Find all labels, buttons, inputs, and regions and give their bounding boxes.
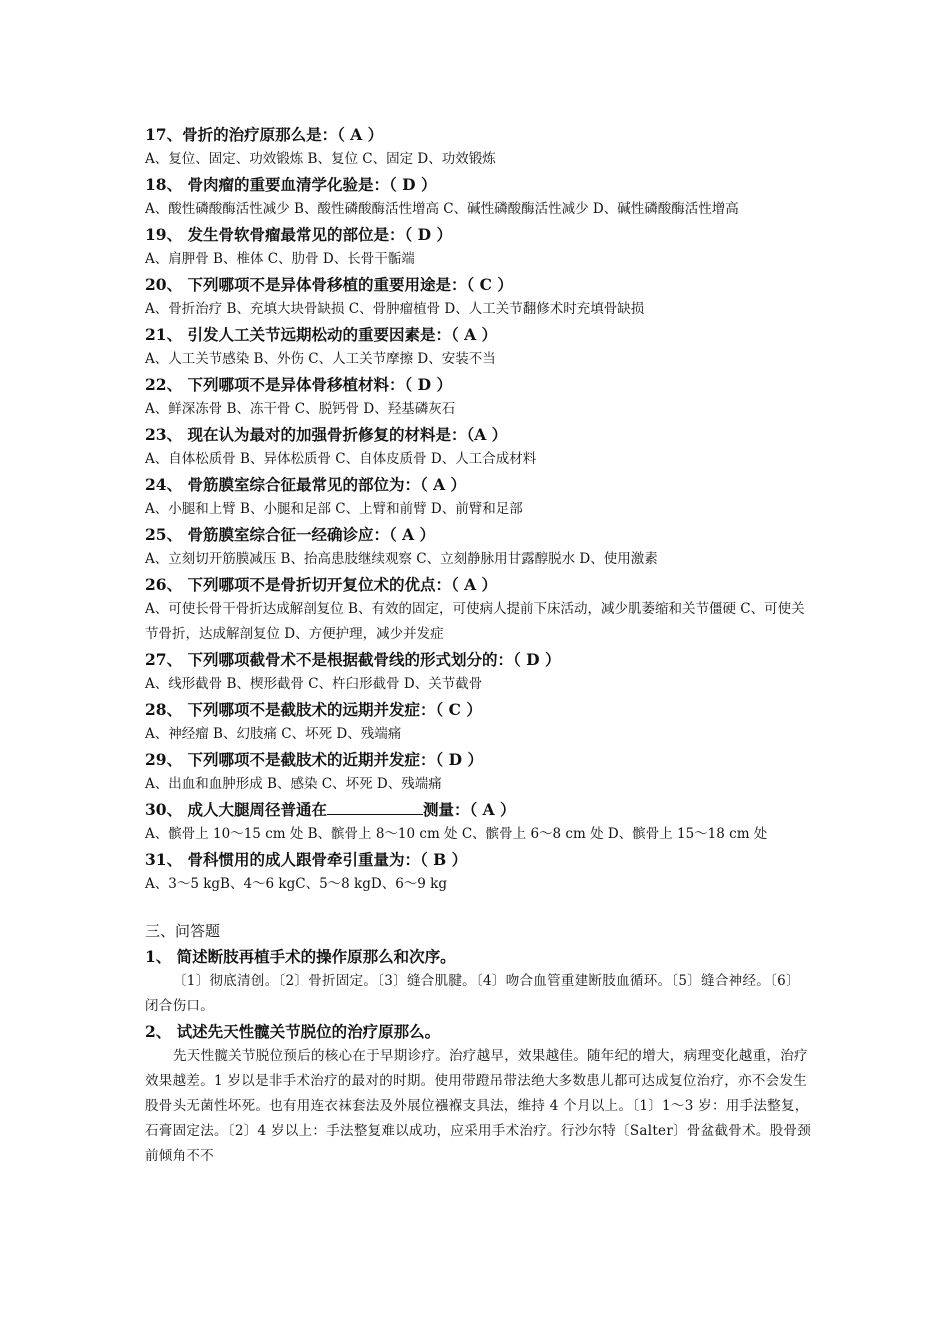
question-options: A、肩胛骨 B、椎体 C、肋骨 D、长骨干骺端 xyxy=(145,251,415,267)
question-options: A、3～5 kgB、4～6 kgC、5～8 kgD、6～9 kg xyxy=(145,876,447,892)
question-17 xyxy=(145,122,813,172)
question-title: 19、 发生骨软骨瘤最常见的部位是：（ D ） xyxy=(145,225,452,244)
question-options: A、髌骨上 10～15 cm 处 B、髌骨上 8～10 cm 处 C、髌骨上 6～8 cm 处 D、髌骨上 15～18 cm 处 xyxy=(145,826,768,842)
question-29 xyxy=(145,747,813,797)
answer-text: 〔1〕彻底清创。〔2〕骨折固定。〔3〕缝合肌腱。〔4〕吻合血管重建断肢血循环。〔5〕缝合神经。〔6〕闭合伤口。 xyxy=(145,973,800,1014)
question-options: A、神经瘤 B、幻肢痛 C、坏死 D、残端痛 xyxy=(145,726,402,742)
question-title: 31、 骨科惯用的成人跟骨牵引重量为：（ B ） xyxy=(145,850,468,869)
question-21 xyxy=(145,322,813,372)
question-23 xyxy=(145,422,813,472)
question-31 xyxy=(145,847,813,897)
question-title: 21、 引发人工关节远期松动的重要因素是：（ A ） xyxy=(145,325,498,344)
answer-question-title: 2、 试述先天性髋关节脱位的治疗原那么。 xyxy=(145,1022,441,1041)
answer-question-2 xyxy=(145,1019,813,1169)
question-options: A、小腿和上臂 B、小腿和足部 C、上臂和前臂 D、前臂和足部 xyxy=(145,501,523,517)
answer-question-1 xyxy=(145,944,813,1019)
question-options: A、鲜深冻骨 B、冻干骨 C、脱钙骨 D、羟基磷灰石 xyxy=(145,401,456,417)
document-page xyxy=(145,122,813,1169)
question-options: A、立刻切开筋膜减压 B、抬高患肢继续观察 C、立刻静脉用甘露醇脱水 D、使用激素 xyxy=(145,551,658,567)
answer-text: 先天性髋关节脱位预后的核心在于早期诊疗。治疗越早，效果越佳。随年纪的增大，病理变化越重，治疗效果越差。1 岁以是非手术治疗的最对的时期。使用带蹬吊带法绝大多数患儿都可达成复位治疗，亦不会发生股骨头无菌性坏死。也有用连衣袜套法及外展位襁褓支具法，维持 4 个月以上。〔1〕1～3 岁：用手法整复，石膏固定法。〔2〕4 岁以上：手法整复难以成功，应采用手术治疗。行沙尔特〔Salter〕骨盆截骨术。股骨颈前倾角不不 xyxy=(145,1048,812,1164)
question-20 xyxy=(145,272,813,322)
question-options: A、线形截骨 B、楔形截骨 C、杵臼形截骨 D、关节截骨 xyxy=(145,676,483,692)
question-18 xyxy=(145,172,813,222)
question-22 xyxy=(145,372,813,422)
question-title: 22、 下列哪项不是异体骨移植材料：（ D ） xyxy=(145,375,452,394)
question-title: 23、 现在认为最对的加强骨折修复的材料是：（A ） xyxy=(145,425,508,444)
question-title: 25、 骨筋膜室综合征一经确诊应：（ A ） xyxy=(145,525,436,544)
question-title-end: 测量：（ A ） xyxy=(422,800,516,819)
question-19 xyxy=(145,222,813,272)
question-options: A、出血和血肿形成 B、感染 C、坏死 D、残端痛 xyxy=(145,776,442,792)
question-options: A、自体松质骨 B、异体松质骨 C、自体皮质骨 D、人工合成材料 xyxy=(145,451,537,467)
question-title: 20、 下列哪项不是异体骨移植的重要用途是：（ C ） xyxy=(145,275,513,294)
question-26 xyxy=(145,572,813,647)
question-25 xyxy=(145,522,813,572)
question-28 xyxy=(145,697,813,747)
question-title: 18、 骨肉瘤的重要血清学化验是：（ D ） xyxy=(145,175,437,194)
question-title: 17、骨折的治疗原那么是：（ A ） xyxy=(145,125,384,144)
question-title-start: 30、 成人大腿周径普通在 xyxy=(145,800,327,819)
question-title xyxy=(145,797,813,822)
section-title: 三、问答题 xyxy=(145,922,221,940)
question-27 xyxy=(145,647,813,697)
question-title: 26、 下列哪项不是骨折切开复位术的优点：（ A ） xyxy=(145,575,498,594)
question-options: A、人工关节感染 B、外伤 C、人工关节摩擦 D、安装不当 xyxy=(145,351,496,367)
question-title: 27、 下列哪项截骨术不是根据截骨线的形式划分的：（ D ） xyxy=(145,650,561,669)
answer-question-title: 1、 简述断肢再植手术的操作原那么和次序。 xyxy=(145,947,456,966)
question-30 xyxy=(145,797,813,847)
question-title: 28、 下列哪项不是截肢术的远期并发症：（ C ） xyxy=(145,700,482,719)
question-title: 29、 下列哪项不是截肢术的近期并发症：（ D ） xyxy=(145,750,483,769)
fill-in-blank xyxy=(327,800,423,815)
question-24 xyxy=(145,472,813,522)
question-options: A、可使长骨干骨折达成解剖复位 B、有效的固定，可使病人提前下床活动，减少肌萎缩和关节僵硬 C、可使关节骨折，达成解剖复位 D、方便护理，减少并发症 xyxy=(145,601,805,642)
question-options: A、骨折治疗 B、充填大块骨缺损 C、骨肿瘤植骨 D、人工关节翻修术时充填骨缺损 xyxy=(145,301,645,317)
question-options: A、酸性磷酸酶活性减少 B、酸性磷酸酶活性增高 C、碱性磷酸酶活性减少 D、碱性磷酸酶活性增高 xyxy=(145,201,739,217)
question-options: A、复位、固定、功效锻炼 B、复位 C、固定 D、功效锻炼 xyxy=(145,151,496,167)
question-title: 24、 骨筋膜室综合征最常见的部位为：（ A ） xyxy=(145,475,467,494)
